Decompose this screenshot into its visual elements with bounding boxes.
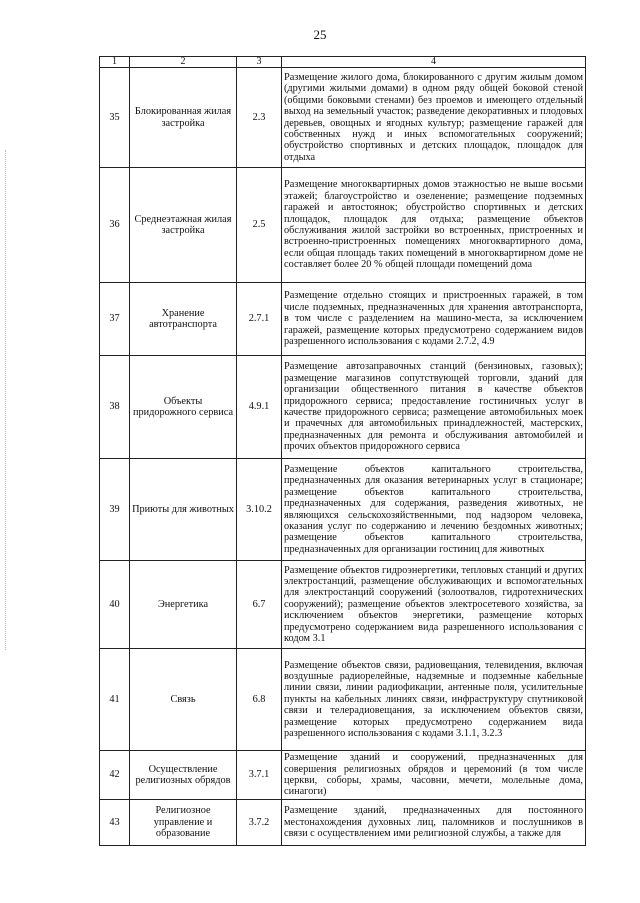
use-type-name: Приюты для животных — [130, 459, 237, 561]
row-number: 42 — [100, 751, 130, 800]
table-row — [100, 356, 586, 459]
use-type-code: 6.8 — [237, 649, 282, 751]
use-type-name: Энергетика — [130, 561, 237, 649]
use-type-code: 2.3 — [237, 68, 282, 168]
row-number: 40 — [100, 561, 130, 649]
use-type-name: Осуществление религиозных обрядов — [130, 751, 237, 800]
use-type-code: 6.7 — [237, 561, 282, 649]
binding-margin-marks — [5, 150, 8, 650]
use-type-description: Размещение жилого дома, блокированного с другим жилым домом (другими жилыми домами) в одном ряду общей боковой стеной (общими боковыми стенами) без проемов и имеющего отдельный выход на земельный участок; разведение декоративных и плодовых деревьев, овощных и ягодных культур; размещение гаражей для собственных нужд и иных вспомогательных сооружений; обустройство спортивных и детских площадок, площадок для отдыха — [282, 68, 586, 168]
use-type-description: Размещение зданий, предназначенных для постоянного местонахождения духовных лиц, паломников и послушников в связи с осуществлением ими религиозной службы, а также для — [282, 800, 586, 846]
use-type-description: Размещение отдельно стоящих и пристроенных гаражей, в том числе подземных, предназначенных для хранения автотранспорта, в том числе с разделением на машино-места, за исключением гаражей, размещение которых предусмотрено содержанием видов разрешенного использования с кодами 2.7.2, 4.9 — [282, 283, 586, 356]
use-type-code: 2.5 — [237, 168, 282, 283]
header-cell: 4 — [282, 57, 586, 68]
row-number: 39 — [100, 459, 130, 561]
use-type-description: Размещение зданий и сооружений, предназначенных для совершения религиозных обрядов и церемоний (в том числе церкви, соборы, храмы, часовни, мечети, молельные дома, синагоги) — [282, 751, 586, 800]
use-type-description: Размещение объектов гидроэнергетики, тепловых станций и других электростанций, размещение обслуживающих и вспомогательных для электростанций сооружений (золоотвалов, гидротехнических сооружений); размещение объектов электросетевого хозяйства, за исключением объектов энергетики, размещение которых предусмотрено содержанием вида разрешенного использования с кодом 3.1 — [282, 561, 586, 649]
table-row — [100, 68, 586, 168]
table-row — [100, 649, 586, 751]
table-row — [100, 800, 586, 846]
use-type-name: Объекты придорожного сервиса — [130, 356, 237, 459]
use-type-name: Хранение автотранспорта — [130, 283, 237, 356]
row-number: 35 — [100, 68, 130, 168]
use-type-name: Религиозное управление и образование — [130, 800, 237, 846]
use-type-description: Размещение объектов капитального строительства, предназначенных для оказания ветеринарных услуг в стационаре; размещение объектов капитального строительства, предназначенных для содержания, разведения животных, не являющихся сельскохозяйственными, под надзором человека, оказания услуг по содержанию и лечению бездомных животных; размещение объектов капитального строительства, предназначенных для организации гостиниц для животных — [282, 459, 586, 561]
use-type-name: Среднеэтажная жилая застройка — [130, 168, 237, 283]
page-number: 25 — [313, 27, 327, 42]
header-cell: 3 — [237, 57, 282, 68]
header-cell: 2 — [130, 57, 237, 68]
table-row — [100, 283, 586, 356]
row-number: 41 — [100, 649, 130, 751]
use-type-code: 2.7.1 — [237, 283, 282, 356]
use-type-code: 3.7.1 — [237, 751, 282, 800]
use-type-code: 3.7.2 — [237, 800, 282, 846]
use-type-code: 4.9.1 — [237, 356, 282, 459]
table-row — [100, 561, 586, 649]
row-number: 37 — [100, 283, 130, 356]
table-row — [100, 459, 586, 561]
table-row — [100, 751, 586, 800]
table-header-row — [100, 57, 586, 68]
use-type-name: Связь — [130, 649, 237, 751]
use-type-description: Размещение многоквартирных домов этажностью не выше восьми этажей; благоустройство и озеленение; размещение подземных гаражей и автостоянок; обустройство спортивных и детских площадок, площадок для отдыха; размещение объектов обслуживания жилой застройки во встроенных, пристроенных и встроенно-пристроенных помещениях многоквартирного дома, если общая площадь таких помещений в многоквартирном доме не составляет более 20 % общей площади помещений дома — [282, 168, 586, 283]
table-row — [100, 168, 586, 283]
header-cell: 1 — [100, 57, 130, 68]
use-type-code: 3.10.2 — [237, 459, 282, 561]
row-number: 38 — [100, 356, 130, 459]
row-number: 36 — [100, 168, 130, 283]
use-type-description: Размещение объектов связи, радиовещания, телевидения, включая воздушные радиорелейные, надземные и подземные кабельные линии связи, линии радиофикации, антенные поля, усилительные пункты на кабельных линиях связи, инфраструктуру спутниковой связи и телерадиовещания, за исключением объектов связи, размещение которых предусмотрено содержанием вида разрешенного использования с кодами 3.1.1, 3.2.3 — [282, 649, 586, 751]
use-type-name: Блокированная жилая застройка — [130, 68, 237, 168]
land-use-table — [99, 56, 586, 846]
use-type-description: Размещение автозаправочных станций (бензиновых, газовых); размещение магазинов сопутствующей торговли, зданий для организации общественного питания в качестве объектов придорожного сервиса; предоставление гостиничных услуг в качестве придорожного сервиса; размещение автомобильных моек и прачечных для автомобильных принадлежностей, мастерских, предназначенных для ремонта и обслуживания автомобилей и прочих объектов придорожного сервиса — [282, 356, 586, 459]
row-number: 43 — [100, 800, 130, 846]
